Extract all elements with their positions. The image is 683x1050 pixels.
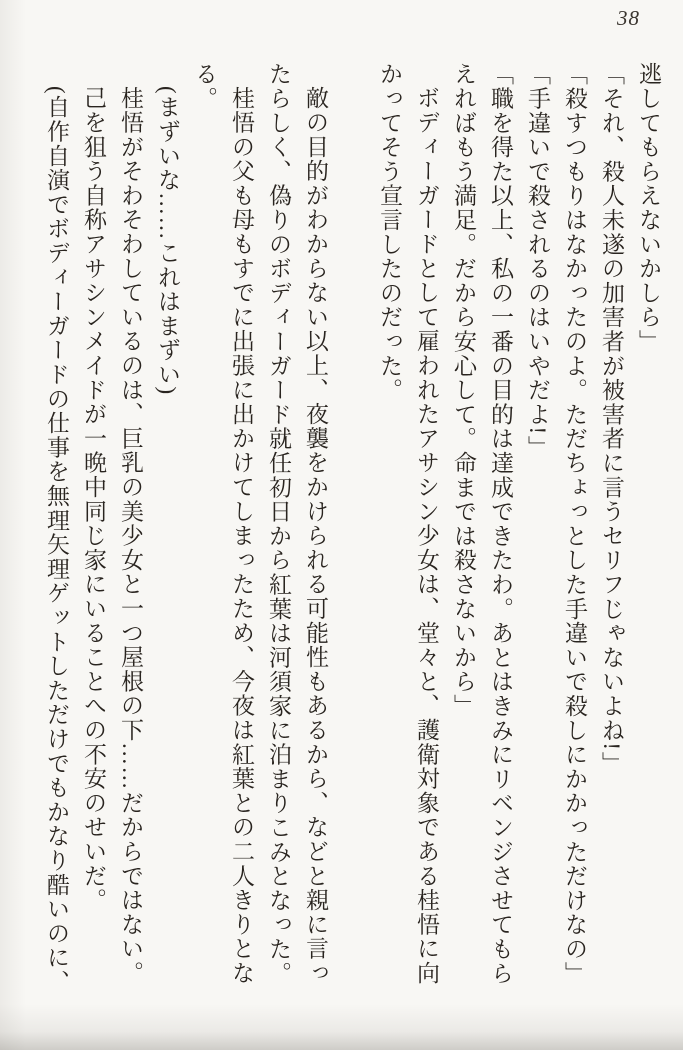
- text-line: たらしく、偽りのボディーガード就任初日から紅葉は河須家に泊まりこみとなった。: [266, 62, 291, 986]
- text-line: (まずいな……これはまずい): [155, 86, 180, 396]
- text-line: 己を狙う自称アサシンメイドが一晩中同じ家にいることへの不安のせいだ。: [81, 86, 106, 913]
- text-area: [38, 62, 667, 1012]
- text-line: かってそう宣言したのだった。: [377, 62, 402, 403]
- page-number: 38: [617, 6, 640, 30]
- text-line: 桂悟の父も母もすでに出張に出かけてしまったため、今夜は紅葉との二人きりとな: [229, 86, 254, 986]
- text-line: る。: [192, 62, 217, 111]
- text-line: 「殺すつもりはなかったのよ。ただちょっとした手違いで殺しにかかっただけなの」: [562, 62, 587, 986]
- text-line: 敵の目的がわからない以上、夜襲をかけられる可能性もあるから、などと親に言っ: [303, 86, 328, 986]
- paragraph-break: [334, 62, 371, 1012]
- text-line: えればもう満足。だから安心して。命までは殺さないから」: [451, 62, 476, 719]
- text-line: 「それ、殺人未遂の加害者が被害者に言うセリフじゃないよね!」: [599, 62, 624, 776]
- text-line: 「手違いで殺されるのはいやだよ!」: [525, 62, 550, 460]
- text-line: 「職を得た以上、私の一番の目的は達成できたわ。あとはきみにリベンジさせてもら: [488, 62, 513, 986]
- text-line: (自作自演でボディーガードの仕事を無理矢理ゲットしただけでもかなり酷いのに、: [44, 86, 69, 995]
- text-line: 逃してもらえないかしら」: [636, 62, 661, 354]
- text-line: 桂悟がそわそわしているのは、巨乳の美少女と一つ屋根の下……だからではない。: [118, 86, 143, 986]
- text-line: ボディーガードとして雇われたアサシン少女は、堂々と、護衛対象である桂悟に向: [414, 86, 439, 986]
